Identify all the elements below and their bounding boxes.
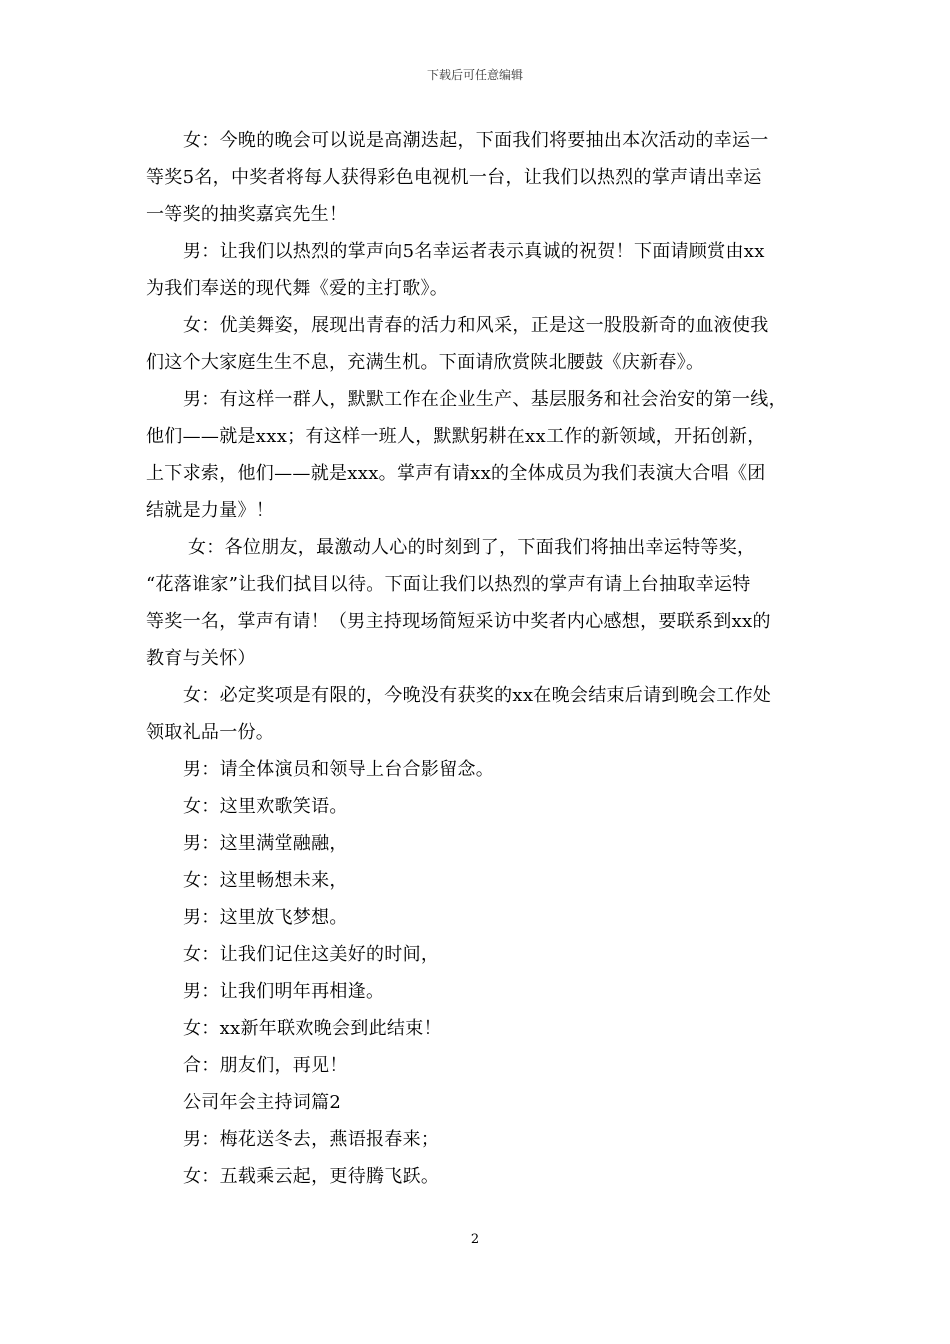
- page-header-note: 下载后可任意编辑: [426, 68, 523, 82]
- paragraph-line: 结就是力量》！: [146, 500, 275, 521]
- paragraph-line: 女：这里畅想未来，: [183, 870, 348, 891]
- document-body: [146, 122, 810, 1195]
- paragraph-line: 女：今晚的晚会可以说是高潮迭起，下面我们将要抽出本次活动的幸运一: [183, 130, 769, 151]
- paragraph-line: 上下求索，他们——就是xxx。掌声有请xx的全体成员为我们表演大合唱《团: [146, 463, 766, 484]
- paragraph-line: 合：朋友们，再见！: [183, 1055, 348, 1076]
- paragraph-line: 领取礼品一份。: [146, 722, 275, 743]
- paragraph-line: 女：必定奖项是有限的，今晚没有获奖的xx在晚会结束后请到晚会工作处: [183, 685, 772, 706]
- paragraph-line: 男：让我们以热烈的掌声向5名幸运者表示真诚的祝贺！下面请顾赏由xx: [183, 241, 765, 262]
- paragraph-line: 男：这里放飞梦想。: [183, 907, 348, 928]
- paragraph-line: 女：这里欢歌笑语。: [183, 796, 348, 817]
- paragraph-line: 他们——就是xxx；有这样一班人，默默躬耕在xx工作的新领域，开拓创新，: [146, 426, 766, 447]
- paragraph-line: 等奖5名，中奖者将每人获得彩色电视机一台，让我们以热烈的掌声请出幸运: [146, 167, 762, 188]
- paragraph-line: 女：优美舞姿，展现出青春的活力和风采，正是这一股股新奇的血液使我: [183, 315, 769, 336]
- paragraph-line: 女：xx新年联欢晚会到此结束！: [183, 1018, 442, 1039]
- paragraph-line: 为我们奉送的现代舞《爱的主打歌》。: [146, 278, 449, 299]
- page-number: 2: [470, 1232, 480, 1247]
- paragraph-line: 男：请全体演员和领导上台合影留念。: [183, 759, 495, 780]
- paragraph-line: 男：梅花送冬去，燕语报春来；: [183, 1129, 440, 1150]
- paragraph-line: 一等奖的抽奖嘉宾先生！: [146, 204, 348, 225]
- paragraph-line: 们这个大家庭生生不息，充满生机。下面请欣赏陕北腰鼓《庆新春》。: [146, 352, 705, 373]
- section-heading: 公司年会主持词篇2: [183, 1092, 342, 1113]
- paragraph-line: 男：有这样一群人，默默工作在企业生产、基层服务和社会治安的第一线，: [183, 389, 787, 410]
- paragraph-line: 男：这里满堂融融，: [183, 833, 348, 854]
- paragraph-line: “花落谁家”让我们拭目以待。下面让我们以热烈的掌声有请上台抽取幸运特: [146, 574, 751, 595]
- paragraph-line: 女：让我们记住这美好的时间，: [183, 944, 440, 965]
- paragraph-line: 女：各位朋友，最激动人心的时刻到了，下面我们将抽出幸运特等奖，: [188, 537, 756, 558]
- paragraph-line: 教育与关怀）: [146, 648, 256, 669]
- paragraph-line: 女：五载乘云起，更待腾飞跃。: [183, 1166, 440, 1187]
- paragraph-line: 等奖一名，掌声有请！（男主持现场简短采访中奖者内心感想，要联系到xx的: [146, 611, 771, 632]
- paragraph-line: 男：让我们明年再相逢。: [183, 981, 385, 1002]
